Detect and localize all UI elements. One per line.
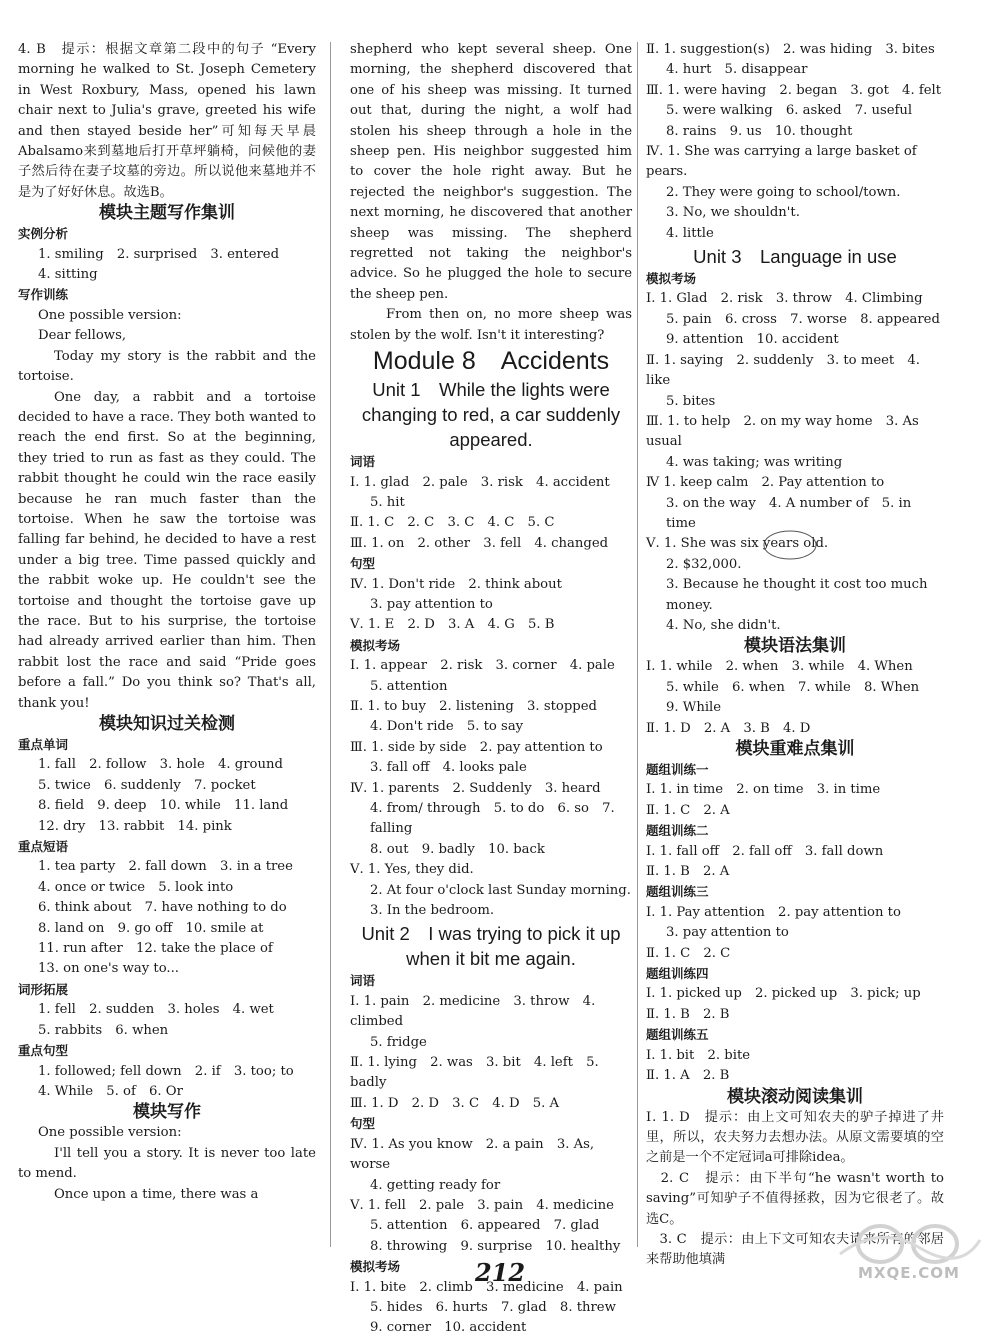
answer-line: One day, a rabbit and a tortoise decided to have a race. They both wanted to reach the end first. So at the beginning, they tried to run as fast as they could. The rabbit thought he could win the race easily because he ran much faster than the tortoise. When he saw the tortoise was falling far behind, he decided to have a rest under a big tree. Time passed quickly and the rabbit woke up. He couldn't see the tortoise and thought the tortoise gave up the race. But to his surprise, the tortoise had already arrived earlier than him. Then rabbit lost the race and said “Pride goes before a fall.” Do you think so? That's all, thank you! (18, 389, 316, 711)
answer-line: Ⅴ. 1. She was six years old. (646, 536, 829, 552)
answer-line: 5. hit (370, 494, 405, 510)
answer-line: Ⅱ. 1. lying 2. was 3. bit 4. left 5. badly (350, 1055, 599, 1091)
answer-line: shepherd who kept several sheep. One morning, the shepherd discovered that one of his sheep was missing. It turned out that, during the night, a wolf had stolen his sheep through a hole in the sheep pen. His neighbor suggested him to cover the hole right away. But he rejected the neighbor's suggestion. The next morning, he discovered that another sheep was missing. The shepherd regretted not taking the neighbor's advice. So he plugged the hole to secure the sheep pen. (350, 42, 632, 302)
answer-line: 4. little (666, 225, 714, 241)
answer-line: Ⅰ. 1. Glad 2. risk 3. throw 4. Climbing (646, 291, 923, 307)
answer-line: 5. were walking 6. asked 7. useful (666, 103, 913, 119)
answer-line: 2. At four o'clock last Sunday morning. (370, 882, 631, 898)
unit-title: Unit 3 Language in use (693, 246, 897, 268)
answer-line: 3. on the way 4. A number of 5. in time (666, 495, 912, 531)
answer-line: Once upon a time, there was a (54, 1186, 259, 1202)
answer-line: Today my story is the rabbit and the tortoise. (18, 348, 316, 385)
answer-line: Ⅱ. 1. C 2. C 3. C 4. C 5. C (350, 515, 555, 531)
answer-line: Ⅳ. 1. She was carrying a large basket of pears. (646, 144, 917, 180)
answer-line: Ⅱ. 1. C 2. A (646, 802, 730, 818)
unit-title: Unit 2 I was trying to pick it up when it bit me again. (361, 923, 621, 970)
answer-line: 3. C 提示：由上下文可知农夫请来所有的邻居来帮助他填满 (646, 1231, 944, 1268)
answer-line: 12. dry 13. rabbit 14. pink (38, 818, 232, 834)
answer-line: 5. bites (666, 393, 716, 409)
answer-line: Ⅴ. 1. Yes, they did. (350, 862, 474, 878)
section-heading: 模块主题写作集训 (99, 203, 235, 224)
answer-line: 1. smiling 2. surprised 3. entered (38, 246, 280, 262)
subsection-label: 模拟考场 (646, 271, 697, 287)
answer-line: Ⅴ. 1. fell 2. pale 3. pain 4. medicine (350, 1197, 614, 1213)
answer-column-1 (18, 40, 316, 1205)
subsection-label: 词形拓展 (18, 981, 69, 997)
subsection-label: 重点单词 (18, 737, 69, 752)
answer-line: Ⅰ. 1. appear 2. risk 3. corner 4. pale (350, 658, 615, 674)
answer-line: 9. attention 10. accident (666, 332, 839, 348)
answer-line: 8. land on 9. go off 10. smile at (38, 920, 264, 936)
answer-line: 4. was taking; was writing (666, 454, 843, 470)
subsection-label: 句型 (350, 1116, 376, 1132)
answer-line: Ⅰ. 1. D 提示：由上文可知农夫的驴子掉进了井里，所以，农夫努力去想办法。从原文需要填的空之前是一个不定冠词a可排除idea。 (646, 1109, 944, 1166)
answer-line: 2. $32,000. (666, 556, 742, 572)
answer-line: 8. rains 9. us 10. thought (666, 123, 853, 139)
answer-line: 4. from/ through 5. to do 6. so 7. falling (370, 801, 615, 837)
answer-line: 4. While 5. of 6. Or (38, 1083, 183, 1099)
answer-line: 5. attention 6. appeared 7. glad (370, 1218, 600, 1234)
answer-line: 1. fall 2. follow 3. hole 4. ground (38, 757, 283, 773)
answer-line: Ⅰ. 1. glad 2. pale 3. risk 4. accident (350, 474, 610, 490)
answer-line: 3. In the bedroom. (370, 903, 495, 919)
subsection-label: 词语 (350, 454, 376, 470)
subsection-label: 实例分析 (18, 226, 69, 242)
answer-line: 4. Don't ride 5. to say (370, 719, 524, 735)
answer-column-3 (646, 40, 944, 1271)
answer-line: Ⅲ. 1. side by side 2. pay attention to (350, 739, 603, 755)
page-number: 212 (474, 1258, 526, 1287)
answer-line: 8. throwing 9. surprise 10. healthy (370, 1238, 621, 1254)
answer-line: One possible version: (38, 307, 182, 323)
unit-title: Unit 1 While the lights were changing to red, a car suddenly appeared. (361, 379, 621, 451)
answer-line: Ⅰ. 1. pain 2. medicine 3. throw 4. climbed (350, 993, 596, 1030)
answer-line: 2. They were going to school/town. (666, 184, 901, 200)
answer-line: 2. C 提示：由下半句“he wasn't worth to saving”可知驴子不值得拯救，因为它很老了。故选C。 (646, 1170, 944, 1227)
subsection-label: 模拟考场 (350, 637, 401, 653)
answer-line: 4. sitting (38, 267, 98, 283)
answer-line: Ⅳ. 1. As you know 2. a pain 3. As, worse (350, 1136, 595, 1173)
answer-line: Ⅳ. 1. Don't ride 2. think about (350, 576, 562, 592)
watermark-text: MXQE.COM (858, 1264, 960, 1282)
answer-line: 9. While (666, 700, 722, 716)
section-heading: 模块滚动阅读集训 (727, 1086, 863, 1107)
answer-line: Ⅰ. 1. Pay attention 2. pay attention to (646, 904, 901, 920)
answer-line: 1. followed; fell down 2. if 3. too; to (38, 1063, 294, 1079)
answer-line: Ⅱ. 1. suggestion(s) 2. was hiding 3. bites (646, 42, 935, 57)
answer-line: 3. No, we shouldn't. (666, 205, 800, 221)
subsection-label: 模拟考场 (350, 1259, 401, 1275)
answer-column-2 (350, 40, 632, 1339)
answer-line: 8. field 9. deep 10. while 11. land (38, 798, 289, 814)
answer-line: 8. out 9. badly 10. back (370, 841, 545, 857)
answer-line: 3. pay attention to (370, 596, 493, 612)
section-heading: 模块重难点集训 (735, 739, 855, 759)
answer-line: 6. think about 7. have nothing to do (38, 900, 287, 916)
subsection-label: 题组训练五 (646, 1027, 709, 1043)
answer-line: Ⅱ. 1. saying 2. suddenly 3. to meet 4. like (646, 352, 921, 389)
answer-line: 3. fall off 4. looks pale (370, 760, 527, 776)
subsection-label: 题组训练四 (646, 966, 709, 982)
section-heading: 模块语法集训 (744, 636, 846, 657)
answer-line: 5. pain 6. cross 7. worse 8. appeared (666, 311, 940, 327)
answer-line: 11. run after 12. take the place of (38, 941, 273, 957)
answer-line: Ⅳ. 1. parents 2. Suddenly 3. heard (350, 780, 601, 796)
answer-line: Ⅱ. 1. B 2. B (646, 1006, 730, 1022)
answer-line: Ⅲ. 1. D 2. D 3. C 4. D 5. A (350, 1095, 560, 1111)
answer-line: Ⅰ. 1. picked up 2. picked up 3. pick; up (646, 986, 921, 1002)
subsection-label: 写作训练 (18, 287, 69, 303)
answer-line: Ⅳ 1. keep calm 2. Pay attention to (646, 475, 885, 491)
subsection-label: 题组训练二 (646, 823, 709, 839)
answer-line: 1. tea party 2. fall down 3. in a tree (38, 859, 293, 875)
subsection-label: 题组训练三 (646, 884, 709, 900)
answer-line: Ⅲ. 1. to help 2. on my way home 3. As usual (646, 413, 919, 450)
answer-line: 5. twice 6. suddenly 7. pocket (38, 777, 256, 793)
answer-line: Ⅰ. 1. while 2. when 3. while 4. When (646, 659, 913, 675)
answer-line: 4. No, she didn't. (666, 617, 781, 633)
answer-line: Ⅱ. 1. to buy 2. listening 3. stopped (350, 698, 597, 714)
answer-line: 5. while 6. when 7. while 8. When (666, 679, 920, 695)
answer-line: From then on, no more sheep was stolen by the wolf. Isn't it interesting? (350, 307, 632, 343)
subsection-label: 词语 (350, 973, 376, 989)
answer-line: Ⅲ. 1. on 2. other 3. fell 4. changed (350, 535, 609, 551)
answer-line: Ⅴ. 1. E 2. D 3. A 4. G 5. B (350, 617, 555, 633)
column-divider-left (330, 42, 331, 1247)
section-heading: 模块写作 (133, 1102, 201, 1123)
answer-line: 5. fridge (370, 1034, 427, 1050)
answer-line: Ⅰ. 1. in time 2. on time 3. in time (646, 782, 881, 798)
subsection-label: 重点句型 (18, 1043, 69, 1059)
column-divider-right (637, 42, 638, 1247)
answer-line: Dear fellows, (38, 328, 127, 344)
homework-stamp (762, 528, 818, 562)
answer-line: Ⅱ. 1. A 2. B (646, 1068, 730, 1084)
answer-line: 3. pay attention to (666, 925, 789, 941)
subsection-label: 题组训练一 (646, 762, 709, 777)
subsection-label: 句型 (350, 556, 376, 572)
answer-line: Ⅱ. 1. D 2. A 3. B 4. D (646, 720, 811, 736)
answer-line: I'll tell you a story. It is never too late to mend. (18, 1145, 316, 1182)
answer-line: 13. on one's way to... (38, 961, 179, 977)
section-heading: 模块知识过关检测 (99, 714, 235, 734)
answer-line: 9. corner 10. accident (370, 1320, 527, 1336)
answer-line: 5. attention (370, 678, 448, 694)
answer-line: 1. fell 2. sudden 3. holes 4. wet (38, 1002, 274, 1018)
answer-line: 3. Because he thought it cost too much money. (666, 577, 928, 613)
answer-line: 4. hurt 5. disappear (666, 62, 808, 78)
answer-line: Ⅰ. 1. fall off 2. fall off 3. fall down (646, 843, 884, 859)
answer-line: Ⅱ. 1. C 2. C (646, 945, 731, 961)
answer-line: 4. B 提示：根据文章第二段中的句子 “Every morning he walked to St. Joseph Cemetery in West Roxbury, Mass, opened his lawn chair next to Julia's grave, greeted his wife and then stayed beside her”可知每天早晨Abalsamo来到墓地后打开草坪躺椅，问候他的妻子然后待在妻子坟墓的旁边。所以说他来墓地并不是为了好好休息。故选B。 (18, 42, 316, 200)
answer-line: Ⅱ. 1. B 2. A (646, 864, 730, 880)
answer-line: Ⅰ. 1. bite 2. climb 3. medicine 4. pain (350, 1279, 623, 1295)
answer-line: 4. once or twice 5. look into (38, 879, 234, 895)
answer-line: Ⅲ. 1. were having 2. began 3. got 4. felt (646, 82, 942, 98)
answer-line: One possible version: (38, 1125, 182, 1141)
module-title: Module 8 Accidents (372, 347, 610, 376)
answer-line: 4. getting ready for (370, 1177, 501, 1193)
answer-line: 5. hides 6. hurts 7. glad 8. threw (370, 1299, 616, 1315)
answer-line: 5. rabbits 6. when (38, 1022, 169, 1038)
subsection-label: 重点短语 (18, 839, 69, 855)
answer-line: Ⅰ. 1. bit 2. bite (646, 1047, 751, 1063)
